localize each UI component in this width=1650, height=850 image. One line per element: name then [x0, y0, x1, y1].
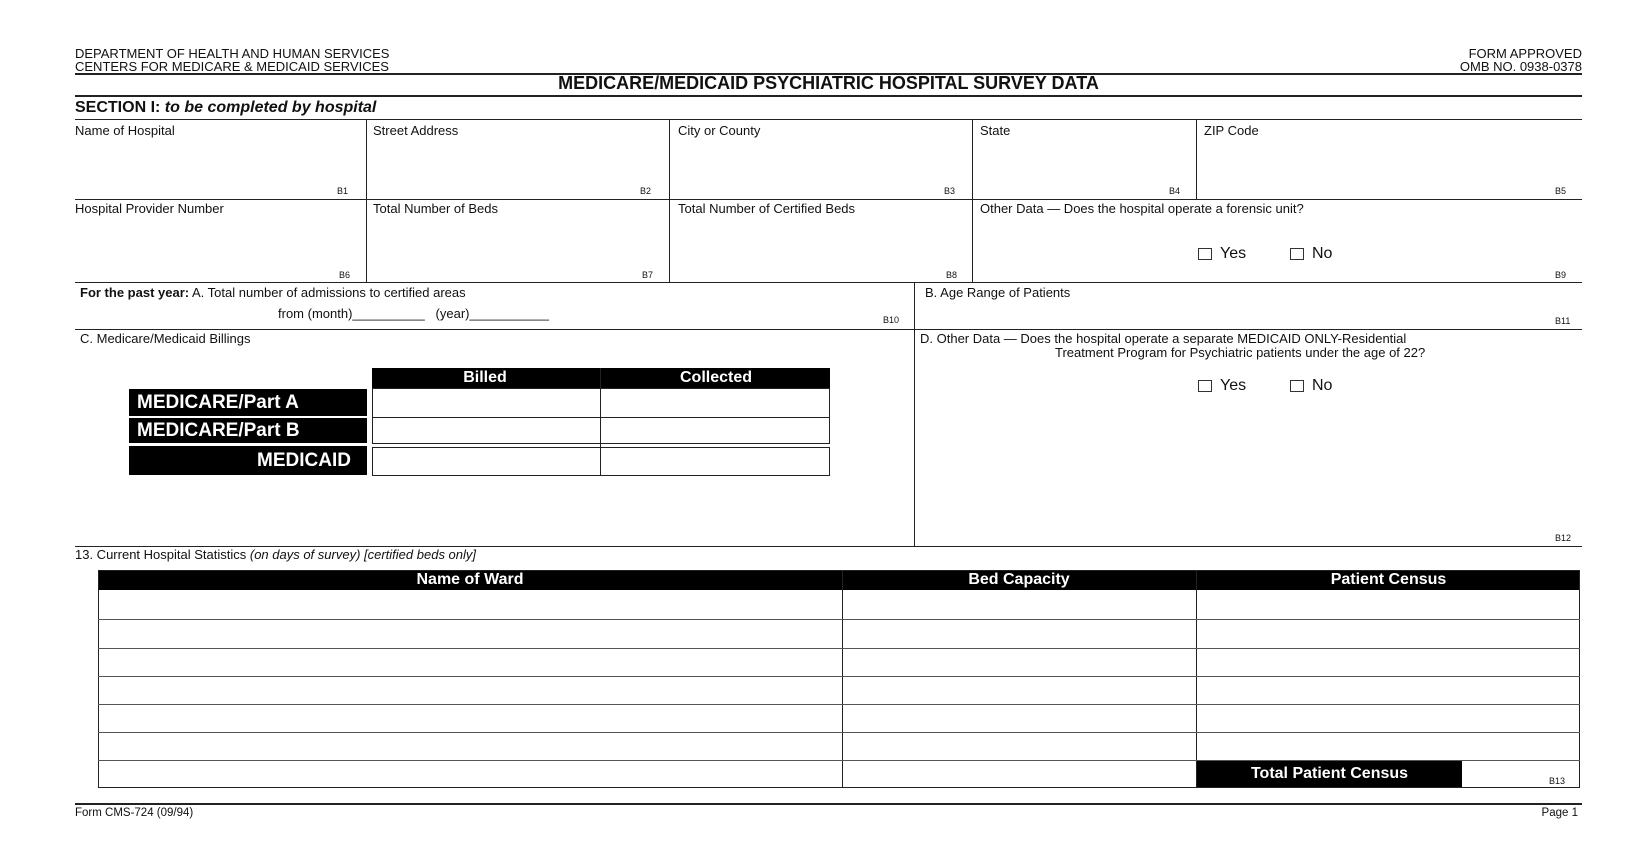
page-title: MEDICARE/MEDICAID PSYCHIATRIC HOSPITAL SURVEY DATA: [558, 73, 1099, 93]
code-b12: B12: [1555, 533, 1572, 543]
code-b2: B2: [640, 186, 652, 196]
divider: [366, 199, 367, 282]
state-field[interactable]: [974, 140, 1194, 190]
code-b3: B3: [944, 186, 956, 196]
statistics-label: [75, 547, 476, 562]
medicaid-collected-field[interactable]: [600, 447, 830, 476]
street-address-label: Street Address: [373, 123, 459, 138]
age-range-label: B. Age Range of Patients: [925, 285, 1071, 300]
table-row[interactable]: [100, 733, 840, 759]
statistics-title: 13. Current Hospital Statistics: [75, 547, 247, 562]
hospital-name-label: Name of Hospital: [75, 123, 175, 138]
code-b13: B13: [1549, 776, 1566, 786]
street-address-field[interactable]: [368, 140, 668, 190]
forensic-no-option[interactable]: [1290, 245, 1332, 263]
residential-yes-option[interactable]: [1198, 377, 1246, 395]
divider: [75, 329, 1582, 330]
total-patient-census-label: Total Patient Census: [1197, 761, 1462, 787]
city-county-label: City or County: [678, 123, 761, 138]
code-b8: B8: [946, 270, 958, 280]
admissions-label: [80, 285, 466, 300]
hospital-name-field[interactable]: [75, 140, 365, 190]
no-label: No: [1312, 377, 1333, 394]
divider: [75, 803, 1582, 805]
table-row[interactable]: [100, 705, 840, 731]
admissions-date-range[interactable]: from (month)__________ (year)___________: [278, 306, 550, 321]
no-label: No: [1312, 245, 1333, 262]
table-row[interactable]: [100, 591, 840, 618]
divider: [842, 570, 843, 788]
divider: [669, 199, 670, 282]
code-b9: B9: [1555, 270, 1567, 280]
code-b10: B10: [883, 315, 900, 325]
page-number: Page 1: [1541, 807, 1578, 819]
billings-label: C. Medicare/Medicaid Billings: [80, 331, 251, 346]
table-row[interactable]: [100, 620, 840, 647]
total-beds-label: Total Number of Beds: [373, 201, 499, 216]
code-b1: B1: [337, 186, 349, 196]
form-number: Form CMS-724 (09/94): [75, 807, 194, 819]
checkbox-icon[interactable]: [1290, 248, 1304, 260]
part-a-collected-field[interactable]: [600, 388, 830, 418]
department-name: DEPARTMENT OF HEALTH AND HUMAN SERVICES: [75, 46, 390, 61]
provider-number-label: Hospital Provider Number: [75, 201, 224, 216]
divider: [75, 95, 1582, 97]
divider: [972, 199, 973, 282]
city-county-field[interactable]: [671, 140, 971, 190]
table-row[interactable]: [100, 649, 840, 675]
ward-name-header: Name of Ward: [99, 570, 841, 590]
divider: [914, 282, 915, 546]
statistics-note: (on days of survey) [certified beds only]: [249, 547, 477, 562]
part-b-billed-field[interactable]: [372, 417, 601, 444]
total-beds-field[interactable]: [368, 218, 668, 273]
certified-beds-label: Total Number of Certified Beds: [678, 201, 856, 216]
table-row[interactable]: [100, 677, 840, 703]
code-b11: B11: [1555, 316, 1571, 326]
forensic-yes-option[interactable]: [1198, 245, 1246, 263]
section-subtitle: to be completed by hospital: [164, 99, 377, 116]
divider: [972, 119, 973, 199]
divider: [1196, 570, 1197, 788]
residential-no-option[interactable]: [1290, 377, 1332, 395]
medicare-part-b-label: MEDICARE/Part B: [129, 418, 367, 443]
part-b-collected-field[interactable]: [600, 417, 830, 444]
bed-capacity-header: Bed Capacity: [843, 570, 1195, 590]
checkbox-icon[interactable]: [1198, 248, 1212, 260]
state-label: State: [980, 123, 1011, 138]
part-a-billed-field[interactable]: [372, 388, 601, 418]
other-data-d-line2: Treatment Program for Psychiatric patients under the age of 22?: [1055, 345, 1426, 360]
zip-code-label: ZIP Code: [1204, 123, 1259, 138]
collected-header: Collected: [602, 368, 830, 388]
certified-beds-field[interactable]: [671, 218, 971, 273]
zip-code-field[interactable]: [1198, 140, 1578, 190]
medicaid-billed-field[interactable]: [372, 447, 601, 476]
divider: [669, 119, 670, 199]
yes-label: Yes: [1220, 377, 1247, 394]
divider: [75, 282, 1582, 283]
medicare-part-a-label: MEDICARE/Part A: [129, 389, 367, 416]
section-heading: [75, 99, 376, 117]
code-b7: B7: [642, 270, 654, 280]
provider-number-field[interactable]: [75, 218, 365, 273]
billed-header: Billed: [372, 368, 598, 388]
admissions-text: A. Total number of admissions to certified areas: [192, 285, 466, 300]
code-b5: B5: [1555, 186, 1567, 196]
form-approved: FORM APPROVED: [1468, 46, 1582, 61]
centers-name: CENTERS FOR MEDICARE & MEDICAID SERVICES: [75, 59, 389, 74]
checkbox-icon[interactable]: [1290, 380, 1304, 392]
medicaid-label: MEDICAID: [129, 446, 367, 475]
divider: [366, 119, 367, 199]
code-b4: B4: [1169, 186, 1181, 196]
omb-number: OMB NO. 0938-0378: [1459, 59, 1582, 74]
forensic-unit-label: Other Data — Does the hospital operate a forensic unit?: [980, 201, 1304, 216]
other-data-d-line1: D. Other Data — Does the hospital operate a separate MEDICAID ONLY-Residential: [920, 331, 1407, 346]
past-year-bold: For the past year:: [80, 285, 190, 300]
patient-census-header: Patient Census: [1197, 570, 1580, 590]
section-label: SECTION I:: [75, 99, 161, 116]
yes-label: Yes: [1220, 245, 1247, 262]
divider: [75, 199, 1582, 200]
checkbox-icon[interactable]: [1198, 380, 1212, 392]
code-b6: B6: [339, 270, 351, 280]
divider: [1196, 119, 1197, 199]
age-range-field[interactable]: [920, 302, 1570, 322]
divider: [75, 119, 1582, 120]
